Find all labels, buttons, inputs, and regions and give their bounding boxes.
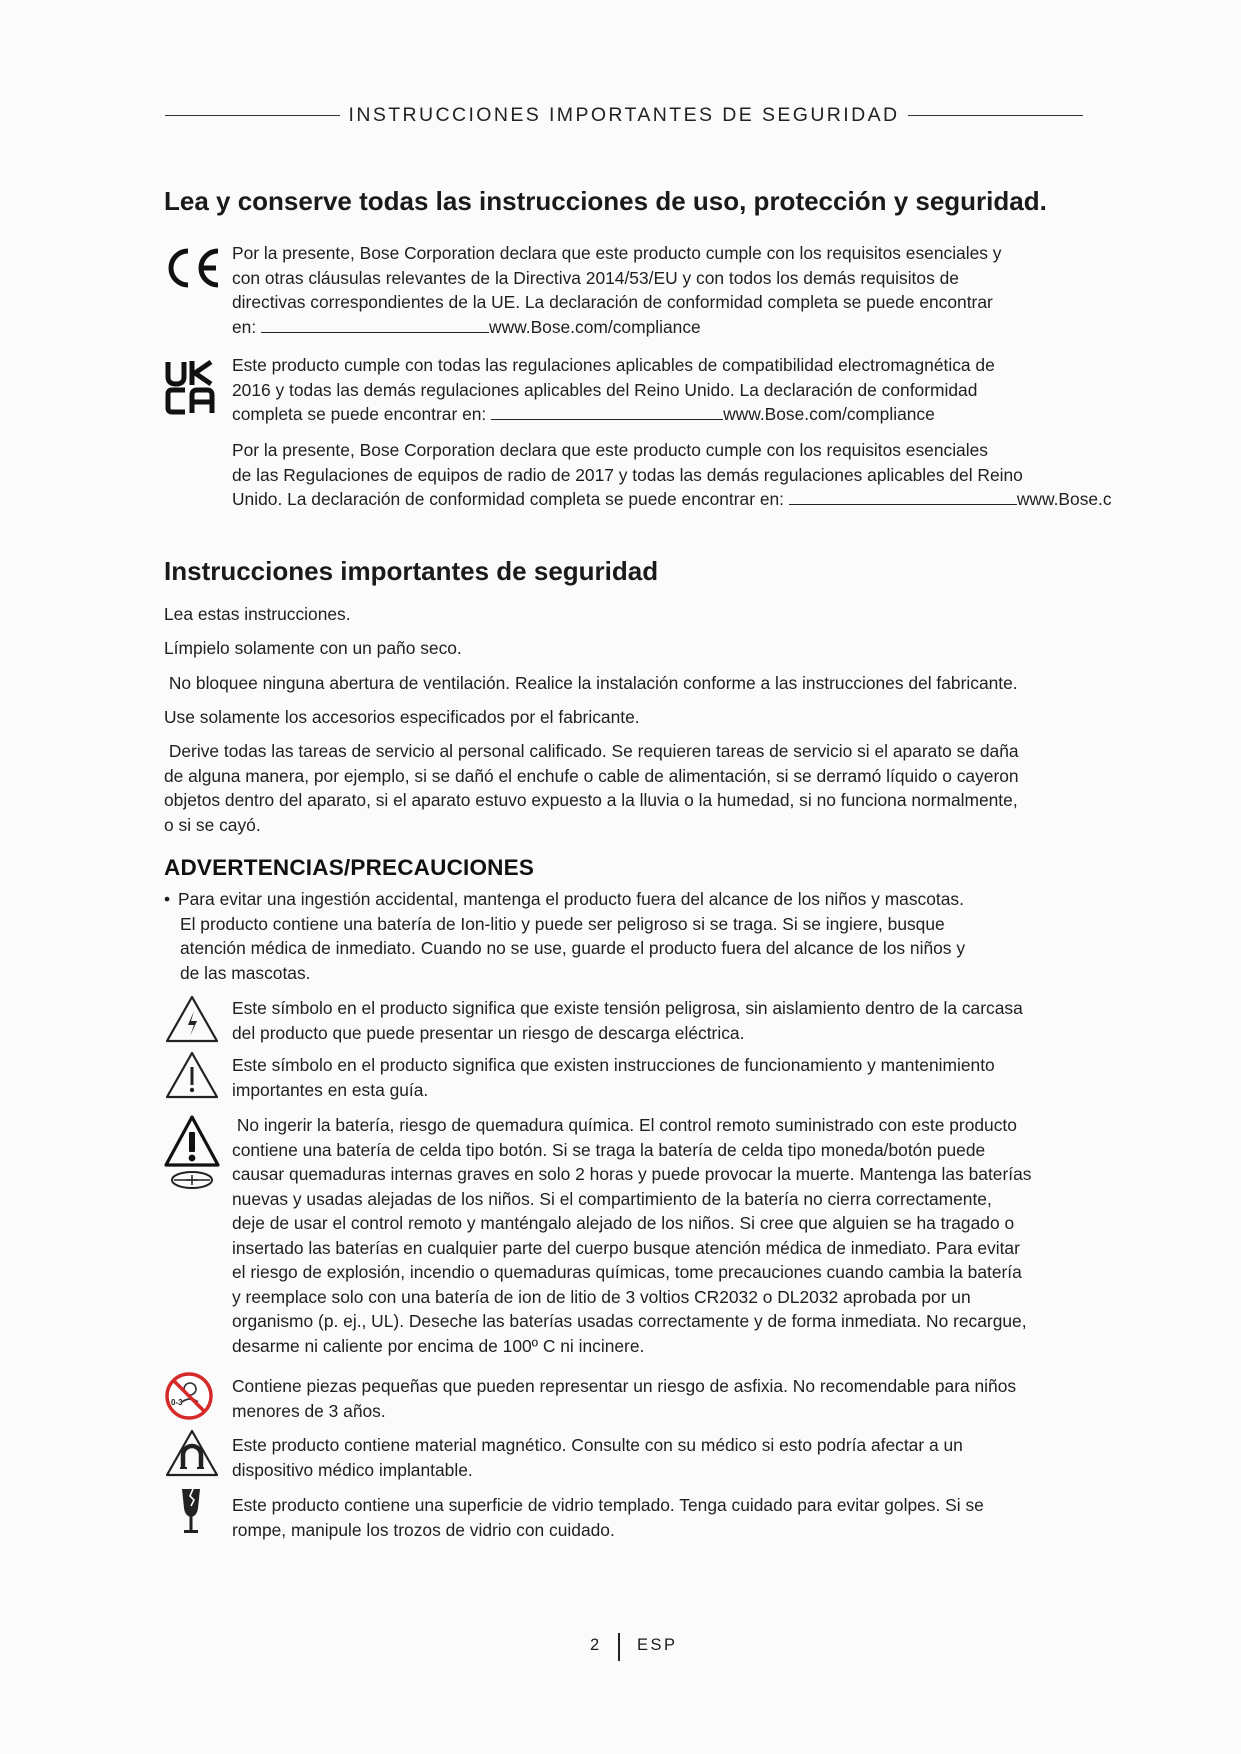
ce-line-3: directivas correspondientes de la UE. La declaración de conformidad completa se puede encontrar — [232, 292, 993, 312]
blank-line — [491, 402, 723, 420]
ukca1-link-prefix: completa se puede encontrar en: — [232, 404, 487, 424]
high-voltage-warning-icon — [164, 994, 220, 1044]
compliance-link[interactable]: www.Bose.com/compliance — [489, 316, 701, 337]
page-footer — [0, 1633, 1241, 1663]
ukca1-line-3 — [232, 402, 1092, 427]
small-parts-text — [232, 1374, 1092, 1423]
battery-line: el riesgo de explosión, incendio o quemaduras químicas, tome precauciones cuando cambia la batería — [232, 1262, 1022, 1282]
battery-line: desarme ni caliente por encima de 100º C ni incinere. — [232, 1335, 645, 1356]
ukca2-line-1: Por la presente, Bose Corporation declara que este producto cumple con los requisitos esenciales — [232, 440, 988, 460]
safety-service-paragraph — [164, 739, 1094, 837]
exclamation-warning-icon — [164, 1050, 220, 1100]
blank-line — [261, 315, 489, 333]
exclamation-warning-text — [232, 1053, 1092, 1102]
bullet-text-2: El producto contiene una batería de Ion-litio y puede ser peligroso si se traga. Si se ingiere, busque — [180, 913, 945, 934]
magnetic-warning-icon — [164, 1428, 220, 1478]
battery-line: causar quemaduras internas graves en solo 2 horas y puede provocar la muerte. Mantenga las baterías — [232, 1164, 1032, 1184]
exclamation-line-1: Este símbolo en el producto significa que existen instrucciones de funcionamiento y mantenimiento — [232, 1055, 995, 1075]
safety-item-3: No bloquee ninguna abertura de ventilación. Realice la instalación conforme a las instrucciones del fabricante. — [164, 673, 1018, 693]
header-rule-left — [165, 115, 340, 116]
page-header — [165, 103, 1083, 127]
safety-section-title: Instrucciones importantes de seguridad — [164, 556, 659, 586]
battery-line: organismo (p. ej., UL). Deseche las baterías usadas correctamente y de forma inmediata. No recargue, — [232, 1311, 1027, 1331]
battery-line: insertado las baterías en cualquier parte del cuerpo busque atención médica de inmediato. Para evitar — [232, 1237, 1020, 1258]
glass-line-2: rompe, manipule los trozos de vidrio con cuidado. — [232, 1519, 615, 1540]
ce-line-2: con otras cláusulas relevantes de la Directiva 2014/53/EU y con todos los demás requisitos de — [232, 267, 959, 288]
ce-line-4 — [232, 315, 1092, 340]
glass-line-1: Este producto contiene una superficie de vidrio templado. Tenga cuidado para evitar golpes. Si se — [232, 1495, 984, 1515]
service-line-3: objetos dentro del aparato, si el aparato estuvo expuesto a la lluvia o la humedad, si no funciona normalmente, — [164, 790, 1018, 810]
warning-bullet-ingestion — [164, 887, 1094, 985]
service-line-2: de alguna manera, por ejemplo, si se dañó el enchufe o cable de alimentación, si se derramó líquido o cayeron — [164, 765, 1019, 786]
safety-item-1: Lea estas instrucciones. — [164, 604, 351, 624]
ukca2-line-2: de las Regulaciones de equipos de radio de 2017 y todas las demás regulaciones aplicables del Reino — [232, 464, 1023, 485]
warnings-title: ADVERTENCIAS/PRECAUCIONES — [164, 855, 535, 880]
battery-warning-text — [232, 1113, 1112, 1358]
small-parts-line-2: menores de 3 años. — [232, 1400, 386, 1421]
ukca-declaration-1 — [232, 353, 1092, 427]
header-title: INSTRUCCIONES IMPORTANTES DE SEGURIDAD — [348, 103, 900, 126]
battery-line: deje de usar el control remoto y manténgalo alejado de los niños. Si cree que alguien se ha tragado o — [232, 1213, 1015, 1233]
coin-battery-warning-icon — [162, 1114, 222, 1194]
main-title: Lea y conserve todas las instrucciones de uso, protección y seguridad. — [164, 186, 1047, 216]
header-rule-right — [908, 115, 1083, 116]
voltage-line-2: del producto que puede presentar un riesgo de descarga eléctrica. — [232, 1022, 745, 1043]
ce-mark-icon — [164, 246, 220, 290]
bullet-text-4: de las mascotas. — [180, 962, 311, 983]
safety-item-2: Límpielo solamente con un paño seco. — [164, 638, 462, 658]
small-parts-age-label: 0-3 — [171, 1398, 183, 1407]
service-line-1: Derive todas las tareas de servicio al personal calificado. Se requieren tareas de servicio si el aparato se daña — [164, 741, 1019, 761]
bullet-text-3: atención médica de inmediato. Cuando no se use, guarde el producto fuera del alcance de los niños y — [180, 938, 966, 958]
bullet-marker: • — [164, 889, 171, 909]
ce-line-1: Por la presente, Bose Corporation declara que este producto cumple con los requisitos esenciales y — [232, 243, 1002, 263]
voltage-line-1: Este símbolo en el producto significa que existe tensión peligrosa, sin aislamiento dentro de la carcasa — [232, 998, 1023, 1018]
ce-declaration — [232, 241, 1092, 339]
exclamation-line-2: importantes en esta guía. — [232, 1079, 429, 1100]
ukca1-line-1: Este producto cumple con todas las regulaciones aplicables de compatibilidad electromagnética de — [232, 355, 995, 375]
glass-warning-text — [232, 1493, 1092, 1542]
magnetic-line-1: Este producto contiene material magnético. Consulte con su médico si esto podría afectar a un — [232, 1435, 963, 1455]
magnetic-warning-text — [232, 1433, 1092, 1482]
battery-line: No ingerir la batería, riesgo de quemadura química. El control remoto suministrado con este producto — [232, 1115, 1017, 1135]
battery-line: y reemplace solo con una batería de ion de litio de 3 voltios CR2032 o DL2032 aprobada por un — [232, 1286, 971, 1307]
footer-divider — [618, 1633, 620, 1661]
ce-link-prefix: en: — [232, 316, 257, 337]
safety-item-4: Use solamente los accesorios especificados por el fabricante. — [164, 707, 640, 727]
service-line-4: o si se cayó. — [164, 814, 261, 835]
ukca-declaration-2 — [232, 438, 1152, 512]
small-parts-line-1: Contiene piezas pequeñas que pueden representar un riesgo de asfixia. No recomendable para niños — [232, 1376, 1017, 1396]
ukca2-line-3 — [232, 487, 1152, 512]
ukca1-line-2: 2016 y todas las demás regulaciones aplicables del Reino Unido. La declaración de conformidad — [232, 379, 978, 400]
language-code: ESP — [637, 1636, 678, 1654]
compliance-link[interactable]: www.Bose.com/compliance — [723, 404, 935, 424]
compliance-link[interactable]: www.Bose.c — [1016, 489, 1112, 509]
page-number: 2 — [590, 1636, 601, 1654]
bullet-text-1: Para evitar una ingestión accidental, mantenga el producto fuera del alcance de los niños y mascotas. — [178, 889, 964, 909]
ukca2-link-prefix: Unido. La declaración de conformidad completa se puede encontrar en: — [232, 489, 785, 509]
blank-line — [789, 487, 1017, 505]
battery-line: contiene una batería de celda tipo botón. Si se traga la batería de celda tipo moneda/botón puede — [232, 1139, 986, 1160]
voltage-warning-text — [232, 996, 1092, 1045]
small-parts-choking-icon — [164, 1371, 214, 1421]
magnetic-line-2: dispositivo médico implantable. — [232, 1459, 473, 1480]
ukca-mark-icon — [164, 359, 220, 415]
broken-glass-icon — [176, 1486, 206, 1538]
bullet-line-1 — [164, 887, 1094, 912]
battery-line: nuevas y usadas alejadas de los niños. Si el compartimiento de la batería no cierra correctamente, — [232, 1188, 992, 1209]
